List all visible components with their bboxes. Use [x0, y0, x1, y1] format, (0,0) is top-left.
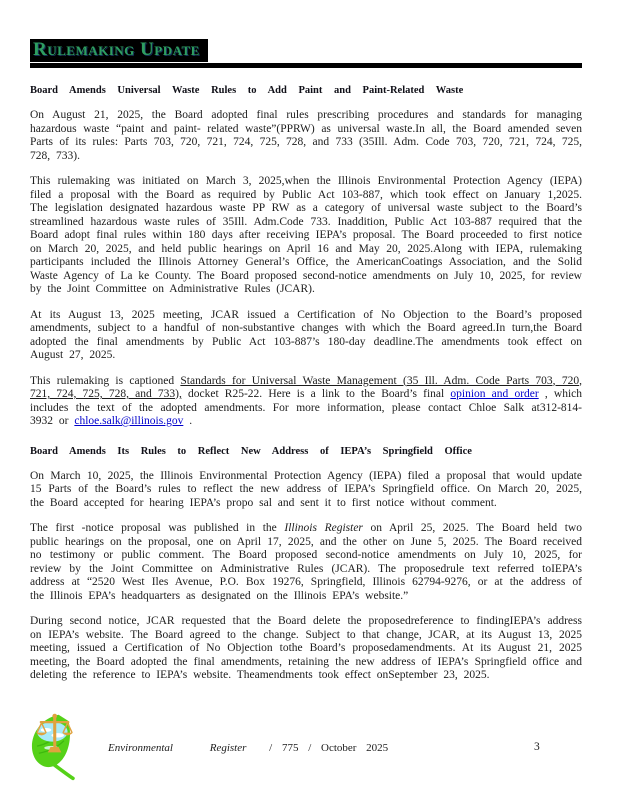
journal-title: Environmental Register	[108, 742, 247, 754]
text-run: docket R25-22. Here is a link to the Board’s final	[181, 388, 451, 400]
text-run: The first -notice proposal was published in the	[30, 522, 285, 534]
issue-info: / 775 / October 2025	[269, 742, 389, 754]
paragraph	[30, 375, 582, 429]
text-run: .	[183, 415, 193, 427]
footer-text	[108, 742, 388, 754]
illinois-register-title: Illinois Register	[284, 522, 363, 534]
text-run: On March 10, 2025, the Illinois Environmental Protection Agency (IEPA) filed a proposal that would update 15 Parts of the Board’s rules to reflect the new address of IEPA’s Springfield office. On March 20, 2025, the Board accepted for hearing IEPA’s propo sal and sent it to first notice without comment.	[30, 469, 582, 509]
text-run: At its August 13, 2025 meeting, JCAR issued a Certification of No Objection to the Board’s proposed amendments, subject to a handful of non-substantive changes with which the Board agreed.In turn,the Board adopted the final amendments by Public Act 103-887’s 180-day deadline.The amendments took effect on August 27, 2025.	[30, 308, 582, 361]
section-heading: Board Amends Its Rules to Reflect New Address of IEPA’s Springfield Office	[30, 445, 472, 457]
page-title: Rulemaking Update	[30, 39, 208, 62]
rulemaking-caption: Standards for Universal Waste Management (35 Ill. Adm. Code Parts 703, 720, 721, 724, 725, 728, and 733),	[30, 374, 582, 400]
paragraph	[30, 615, 582, 683]
paragraph	[30, 309, 582, 363]
text-run: During second notice, JCAR requested that the Board delete the proposedreference to findingIEPA’s address on IEPA’s website. The Board agreed to the change. Subject to that change, JCAR, at its August 13, 2025 meeting, issued a Certification of No Objection tothe Board’s proposedamendments. At its August 21, 2025 meeting, the Board adopted the final amendments, retaining the new address of IEPA’s Springfield office and deleting the reference to IEPA’s website. Theamendments took effect onSeptember 23, 2025.	[30, 615, 582, 681]
paragraph	[30, 522, 582, 603]
opinion-and-order-link[interactable]: opinion and order	[450, 388, 539, 400]
section-heading: Board Amends Universal Waste Rules to Add Paint and Paint-Related Waste	[30, 85, 464, 96]
text-run: , which includes the text of the adopted amendments. For more information, please contact Chloe Salk at312-814-3932 or	[30, 388, 582, 427]
text-run: This rulemaking was initiated on March 3, 2025,when the Illinois Environmental Protection Agency (IEPA) filed a proposal with the Board as required by Public Act 103-887, which took effect on January 1,2025. The legislation designated hazardous waste PP RW as a category of universal waste subject to the Board’s streamlined hazardous waste rules of 35Ill. Adm.Code 733. Inaddition, Public Act 103-887 required that the Board adopt final rules within 180 days after receiving IEPA’s proposal. The Board proceeded to first notice on March 20, 2025, and held public hearings on April 16 and May 20, 2025.Along with IEPA, rulemaking participants included the Illinois Attorney General’s Office, the AmericanCoatings Association, and the Solid Waste Agency of La ke County. The Board proposed second-notice amendments on July 10, 2025, for review by the Joint Committee on Administrative Rules (JCAR).	[30, 175, 582, 295]
page-number: 3	[534, 741, 540, 753]
page-footer	[0, 708, 618, 800]
paragraph	[30, 109, 582, 163]
leaf-stem	[53, 764, 73, 778]
email-link[interactable]: chloe.salk@illinois.gov	[74, 415, 184, 427]
environmental-register-logo	[28, 712, 82, 782]
header-rule	[30, 63, 582, 68]
text-run: On August 21, 2025, the Board adopted final rules prescribing procedures and standards for managing hazardous waste “paint and paint- related waste”(PPRW) as universal waste.In all, the Board amended seven Parts of its rules: Parts 703, 720, 721, 724, 725, 728, and 733 (35Ill. Adm. Code 703, 720, 721, 724, 725, 728, 733).	[30, 109, 582, 162]
text-run: on April 25, 2025. The Board held two public hearings on the proposal, one on April 17, 2025, and the other on June 5, 2025. The Board received no testimony or public comment. The Board proposed second-notice amendments on July 10, 2025, for review by the Joint Committee on Administrative Rules (JCAR). The proposedrule text referred toIEPA’s address at “2520 West Iles Avenue, P.O. Box 19276, Springfield, Illinois 62794-9276, or at the address of the Illinois EPA’s headquarters as designated on the Illinois EPA’s website.”	[30, 522, 582, 602]
paragraph	[30, 470, 582, 511]
text-run: This rulemaking is captioned	[30, 374, 181, 387]
document-body	[30, 84, 582, 683]
paragraph	[30, 175, 582, 297]
